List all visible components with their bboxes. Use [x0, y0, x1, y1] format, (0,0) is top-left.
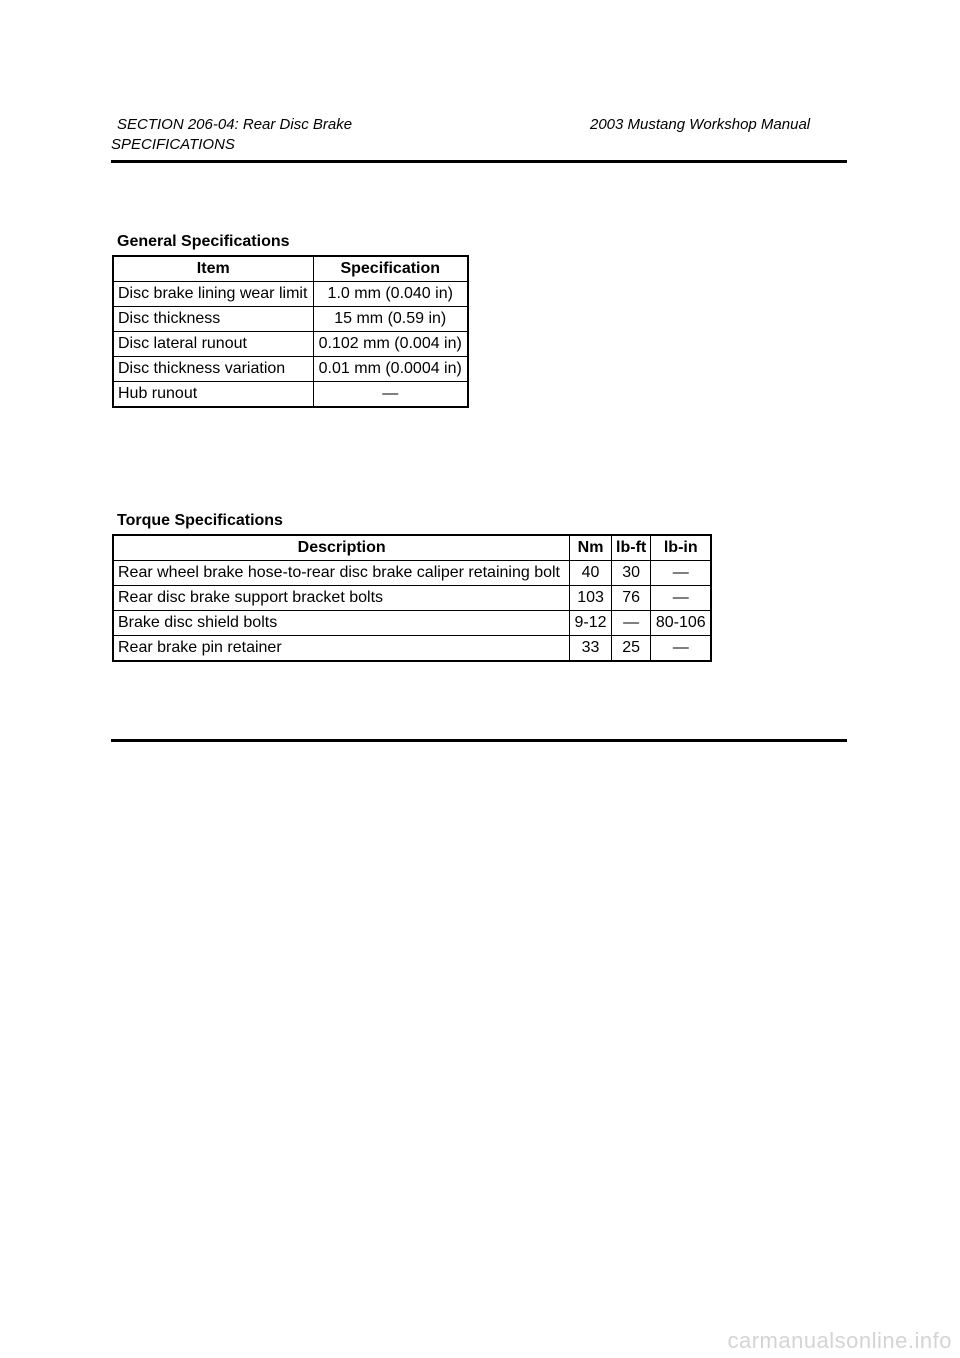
nm-cell: 40	[570, 561, 612, 586]
description-cell: Brake disc shield bolts	[113, 611, 570, 636]
table-row	[113, 561, 711, 586]
item-cell: Disc lateral runout	[113, 332, 313, 357]
table-row	[113, 611, 711, 636]
column-header-specification: Specification	[313, 256, 468, 282]
spec-cell: 15 mm (0.59 in)	[313, 307, 468, 332]
spec-cell: 0.102 mm (0.004 in)	[313, 332, 468, 357]
table-row	[113, 307, 468, 332]
watermark-text: carmanualsonline.info	[727, 1328, 952, 1353]
general-specifications-table	[112, 255, 469, 408]
lb-in-cell: —	[651, 586, 711, 611]
lb-ft-cell: 30	[611, 561, 651, 586]
manual-title: 2003 Mustang Workshop Manual	[590, 116, 811, 133]
table-row	[113, 357, 468, 382]
description-cell: Rear brake pin retainer	[113, 636, 570, 662]
nm-cell: 33	[570, 636, 612, 662]
column-header-lb-in: lb-in	[651, 535, 711, 561]
nm-cell: 103	[570, 586, 612, 611]
item-cell: Hub runout	[113, 382, 313, 408]
section-title: SECTION 206-04: Rear Disc Brake	[117, 116, 353, 133]
description-cell: Rear disc brake support bracket bolts	[113, 586, 570, 611]
general-specifications-title: General Specifications	[117, 233, 290, 250]
item-cell: Disc thickness	[113, 307, 313, 332]
lb-ft-cell: 25	[611, 636, 651, 662]
table-row	[113, 586, 711, 611]
spec-cell: 0.01 mm (0.0004 in)	[313, 357, 468, 382]
torque-specifications-table	[112, 534, 712, 662]
spec-cell: 1.0 mm (0.040 in)	[313, 282, 468, 307]
table-row	[113, 636, 711, 662]
description-cell: Rear wheel brake hose-to-rear disc brake caliper retaining bolt	[113, 561, 570, 586]
lb-ft-cell: 76	[611, 586, 651, 611]
column-header-lb-ft: lb-ft	[611, 535, 651, 561]
item-cell: Disc thickness variation	[113, 357, 313, 382]
lb-in-cell: —	[651, 561, 711, 586]
column-header-description: Description	[113, 535, 570, 561]
torque-specifications-title: Torque Specifications	[117, 512, 283, 529]
nm-cell: 9-12	[570, 611, 612, 636]
column-header-nm: Nm	[570, 535, 612, 561]
table-row	[113, 332, 468, 357]
spec-cell: —	[313, 382, 468, 408]
lb-in-cell: 80-106	[651, 611, 711, 636]
table-header-row	[113, 535, 711, 561]
lb-in-cell: —	[651, 636, 711, 662]
table-row	[113, 282, 468, 307]
subsection-title: SPECIFICATIONS	[111, 136, 235, 153]
table-row	[113, 382, 468, 408]
lb-ft-cell: —	[611, 611, 651, 636]
header-rule	[111, 160, 847, 163]
column-header-item: Item	[113, 256, 313, 282]
table-header-row	[113, 256, 468, 282]
footer-rule	[111, 739, 847, 742]
item-cell: Disc brake lining wear limit	[113, 282, 313, 307]
